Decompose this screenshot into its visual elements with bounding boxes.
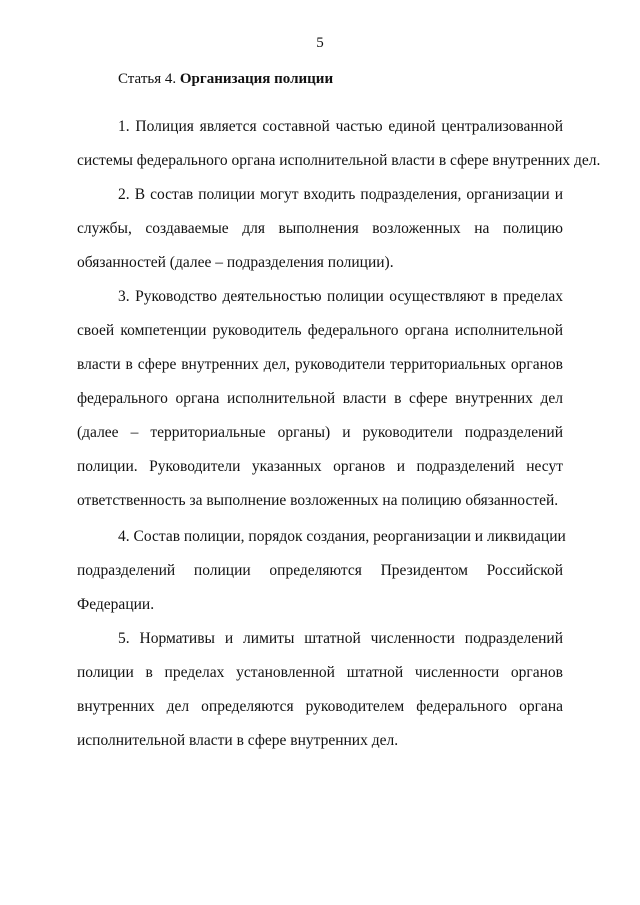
- paragraph-line: ответственность за выполнение возложенных на полицию обязанностей.: [77, 492, 559, 509]
- paragraph-line: своей компетенции руководитель федерального органа исполнительной: [77, 322, 563, 339]
- paragraph-line: федерального органа исполнительной власти в сфере внутренних дел: [77, 390, 563, 407]
- paragraph-line: полиции. Руководители указанных органов и подразделений несут: [77, 458, 563, 475]
- paragraph-line: внутренних дел определяются руководителем федерального органа: [77, 698, 563, 715]
- paragraph-4: [77, 520, 566, 622]
- paragraph-2: [77, 178, 563, 280]
- paragraph-line: 3. Руководство деятельностью полиции осуществляют в пределах: [118, 288, 563, 305]
- article-heading: [118, 71, 333, 88]
- page-number: 5: [316, 35, 324, 51]
- paragraph-line: 2. В состав полиции могут входить подразделения, организации и: [118, 186, 563, 203]
- paragraph-line: службы, создаваемые для выполнения возложенных на полицию: [77, 220, 563, 237]
- paragraph-line: 1. Полиция является составной частью единой централизованной: [118, 118, 563, 135]
- paragraph-1: [77, 110, 601, 178]
- paragraph-line: исполнительной власти в сфере внутренних дел.: [77, 732, 399, 749]
- paragraph-line: системы федерального органа исполнительной власти в сфере внутренних дел.: [77, 152, 601, 169]
- paragraph-line: (далее – территориальные органы) и руководители подразделений: [77, 424, 563, 441]
- paragraph-5: [77, 622, 563, 758]
- paragraph-line: власти в сфере внутренних дел, руководители территориальных органов: [77, 356, 563, 373]
- article-prefix: Статья 4.: [118, 71, 177, 87]
- paragraph-line: обязанностей (далее – подразделения полиции).: [77, 254, 394, 271]
- paragraph-3: [77, 280, 563, 518]
- paragraph-line: подразделений полиции определяются Президентом Российской: [77, 562, 563, 579]
- paragraph-line: 5. Нормативы и лимиты штатной численности подразделений: [118, 630, 563, 647]
- paragraph-line: Федерации.: [77, 596, 155, 613]
- paragraph-line: 4. Состав полиции, порядок создания, реорганизации и ликвидации: [118, 528, 566, 545]
- paragraph-line: полиции в пределах установленной штатной численности органов: [77, 664, 563, 681]
- article-title: Организация полиции: [179, 71, 334, 87]
